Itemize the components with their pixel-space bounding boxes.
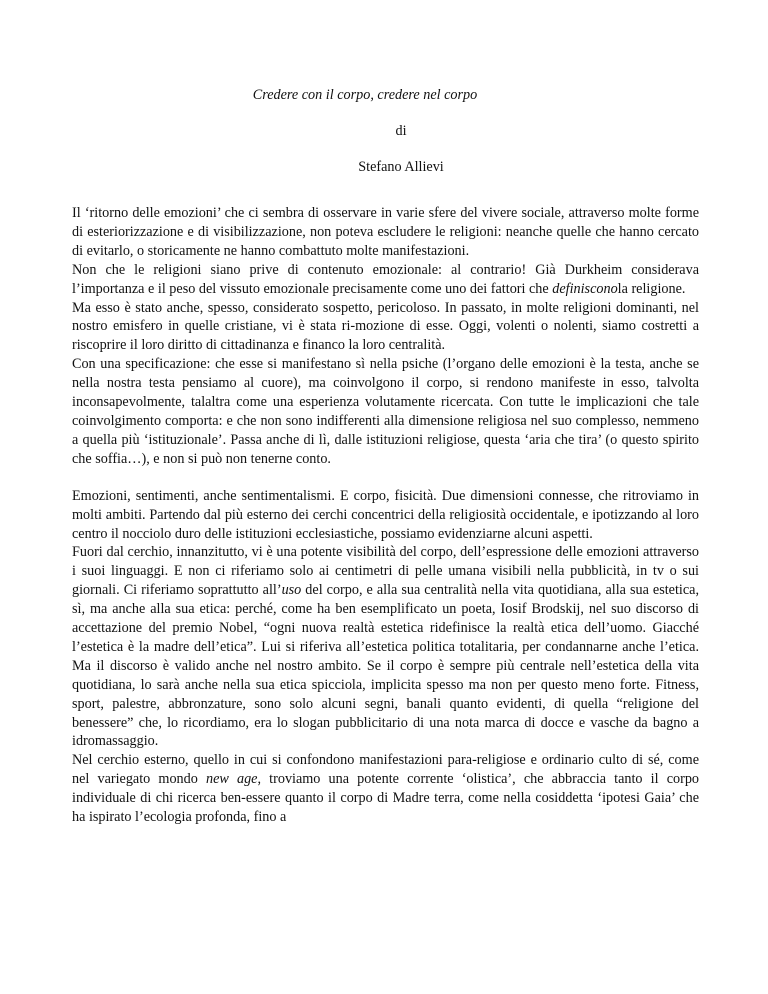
paragraph-text: Non che le religioni siano prive di contenuto emozionale: al contrario! Già Durkheim considerava l’importanza e il peso del vissuto emozionale precisamente come uno dei fattori che <box>72 261 699 297</box>
body-paragraph <box>72 204 699 261</box>
paragraph-text: del corpo, e alla sua centralità nella vita quotidiana, alla sua estetica, sì, ma anche alla sua etica: perché, come ha ben esemplificato un poeta, Iosif Brodskij, nel suo discorso di accettazione del premio Nobel, “ogni nuova realtà estetica ridefinisce la realtà etica dell’uomo. Giacché l’estetica è la madre dell’etica”. Lui si riferiva all’estetica politica totalitaria, per condannarne anche l’etica. Ma il discorso è valido anche nel nostro ambito. Se il corpo è sempre più centrale nell’estetica della vita quotidiana, lo sarà anche nella sua etica spicciola, implicita spesso ma non per questo meno forte. Fitness, sport, palestre, abbronzature, sono solo alcuni segni, banali quanto evidenti, di quella “religione del benessere” che, lo ricordiamo, era lo slogan pubblicitario di una nota marca di docce e vasche da bagno a idromassaggio. <box>72 582 699 750</box>
body-paragraph <box>72 543 699 751</box>
document-title: Credere con il corpo, credere nel corpo <box>252 87 478 103</box>
author-name: Stefano Allievi <box>358 159 444 175</box>
paragraph-text: Emozioni, sentimenti, anche sentimentalismi. E corpo, fisicità. Due dimensioni connesse, che ritroviamo in molti ambiti. Partendo dal più esterno dei cerchi concentrici della religiosità occidentale, e ipotizzando al loro centro il nocciolo duro delle istituzioni ecclesiastiche, possiamo evidenziarne alcuni aspetti. <box>72 487 699 542</box>
italic-text: definiscono <box>552 280 618 297</box>
body-paragraph <box>72 751 699 827</box>
body-paragraph <box>72 261 699 299</box>
paragraph-text: la religione. <box>617 280 686 297</box>
document-body <box>72 204 699 827</box>
paragraph-text: Ma esso è stato anche, spesso, considerato sospetto, pericoloso. In passato, in molte religioni dominanti, nel nostro emisfero in quelle cristiane, vi è stata ri-mozione di esse. Oggi, volenti o nolenti, siamo costretti a riscoprire il loro diritto di cittadinanza e financo la loro centralità. <box>72 299 699 354</box>
byline-di: di <box>395 123 407 139</box>
paragraph-text: Con una specificazione: che esse si manifestano sì nella psiche (l’organo delle emozioni è la testa, anche se nella nostra testa pensiamo al cuore), ma coinvolgono il corpo, si rendono manifeste in esso, talvolta inconsapevolmente, talaltra come una esperienza volutamente ricercata. Con tutte le implicazioni che tale coinvolgimento comporta: e che non sono indifferenti alla dimensione religiosa nel suo complesso, nemmeno a quella più ‘istituzionale’. Passa anche di lì, dalle istituzioni religiose, questa ‘aria che tira’ (o questo spirito che soffia…), e non si può non tenerne conto. <box>72 356 699 467</box>
italic-text: uso <box>281 582 302 599</box>
body-paragraph <box>72 299 699 356</box>
paragraph-text: Fuori dal cerchio, innanzitutto, vi è una potente visibilità del corpo, dell’espressione delle emozioni attraverso i suoi linguaggi. E non ci riferiamo solo ai centimetri di pelle umana visibili nella pubblicità, in tv o sui giornali. Ci riferiamo soprattutto all’ <box>72 544 699 599</box>
italic-text: new age <box>205 771 258 788</box>
paragraph-text: Nel cerchio esterno, quello in cui si confondono manifestazioni para-religiose e ordinario culto di sé, come nel variegato mondo <box>72 752 699 788</box>
body-paragraph <box>72 355 699 468</box>
paragraph-text: Il ‘ritorno delle emozioni’ che ci sembra di osservare in varie sfere del vivere sociale, attraverso molte forme di esteriorizzazione e di visibilizzazione, non poteva escludere le religioni: neanche quelle che hanno cercato di evitarlo, o storicamente ne hanno combattuto molte manifestazioni. <box>72 205 699 259</box>
paragraph-text: , troviamo una potente corrente ‘olistica’, che abbraccia tanto il corpo individuale di chi ricerca ben-essere quanto il corpo di Madre terra, come nella cosiddetta ‘ipotesi Gaia’ che ha ispirato l’ecologia profonda, fino a <box>72 771 700 826</box>
body-paragraph <box>72 487 699 544</box>
